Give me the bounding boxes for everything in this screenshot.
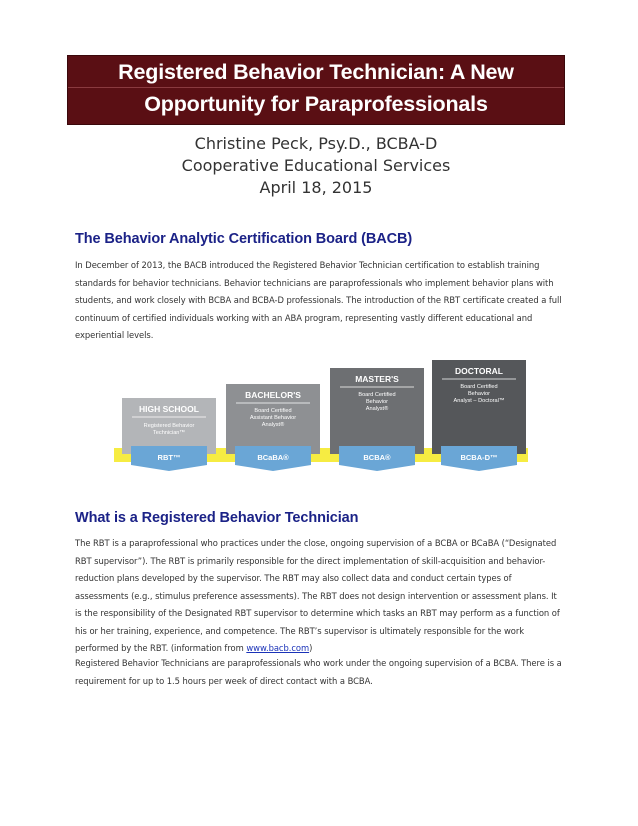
credential-line-bachelors-2: Assistant Behavior	[249, 415, 297, 421]
credential-line-masters-2: Behavior	[365, 399, 389, 405]
credential-line-bachelors-1: Board Certified	[254, 408, 292, 414]
section-heading-bacb: The Behavior Analytic Certification Board (BACB)	[75, 231, 413, 247]
credential-line-high-school-2: Technician™	[152, 430, 186, 436]
level-label-high-school: HIGH SCHOOL	[139, 404, 199, 414]
credential-line-doctoral-1: Board Certified	[460, 384, 498, 390]
badge-label-rbt: RBT™	[157, 453, 181, 462]
bacb-website-link[interactable]: www.bacb.com	[246, 643, 310, 653]
credential-line-masters-1: Board Certified	[358, 392, 396, 398]
author-block	[67, 133, 565, 199]
title-line-1: Registered Behavior Technician: A New	[118, 60, 514, 84]
level-column-masters	[330, 368, 424, 471]
credential-line-doctoral-2: Behavior	[467, 391, 491, 397]
credential-line-high-school-1: Registered Behavior	[143, 423, 195, 429]
author-name: Christine Peck, Psy.D., BCBA-D	[194, 134, 438, 153]
level-label-masters: MASTER'S	[355, 374, 399, 384]
level-column-bachelors	[226, 384, 320, 471]
section-paragraph-bacb: In December of 2013, the BACB introduced the Registered Behavior Technician certification to establish training standards for behavior technicians. Behavior technicians are paraprofessionals who implement behavior plans with students, and work closely with BCBA and BCBA-D professionals. The introduction of the RBT certificate created a full continuum of certified individuals working with an ABA program, representing vastly different educational and experiential levels.	[75, 260, 562, 340]
level-column-doctoral	[432, 360, 526, 471]
author-organization: Cooperative Educational Services	[181, 156, 451, 175]
title-banner	[67, 55, 565, 125]
certification-levels-diagram	[112, 358, 530, 480]
credential-line-doctoral-3: Analyst – Doctoral™	[453, 398, 505, 404]
paragraph-text-before-link: The RBT is a paraprofessional who practices under the close, ongoing supervision of a BCBA or BCaBA (“Designated RBT supervisor”). The RBT is primarily responsible for the direct implementation of skill-acquisition and behavior-reduction plans developed by the supervisor. The RBT may also collect data and conduct certain types of assessments (e.g., stimulus preference assessments). The RBT does not design intervention or assessment plans. It is the responsibility of the Designated RBT supervisor to determine which tasks an RBT may perform as a function of his or her training, experience, and competence. The RBT’s supervisor is ultimately responsible for the work performed by the RBT. (information from	[75, 538, 560, 653]
section-paragraph-rbt-1	[75, 535, 565, 658]
title-line-2: Opportunity for Paraprofessionals	[144, 92, 488, 116]
level-column-high-school	[122, 398, 216, 471]
badge-label-bcba-d: BCBA-D™	[460, 453, 498, 462]
credential-line-masters-3: Analyst®	[365, 406, 389, 412]
credential-line-bachelors-3: Analyst®	[261, 422, 285, 428]
badge-label-bcaba: BCaBA®	[257, 453, 289, 462]
badge-label-bcba: BCBA®	[363, 453, 391, 462]
paragraph-text-after-link: )	[309, 643, 313, 653]
section-heading-rbt: What is a Registered Behavior Technician	[75, 510, 359, 526]
level-label-bachelors: BACHELOR'S	[245, 390, 301, 400]
section-paragraph-rbt-2: Registered Behavior Technicians are paraprofessionals who work under the ongoing supervision of a BCBA. There is a requirement for up to 1.5 hours per week of direct contact with a BCBA.	[75, 658, 562, 686]
author-date: April 18, 2015	[259, 178, 373, 197]
title-divider	[68, 87, 564, 88]
level-label-doctoral: DOCTORAL	[454, 366, 504, 376]
